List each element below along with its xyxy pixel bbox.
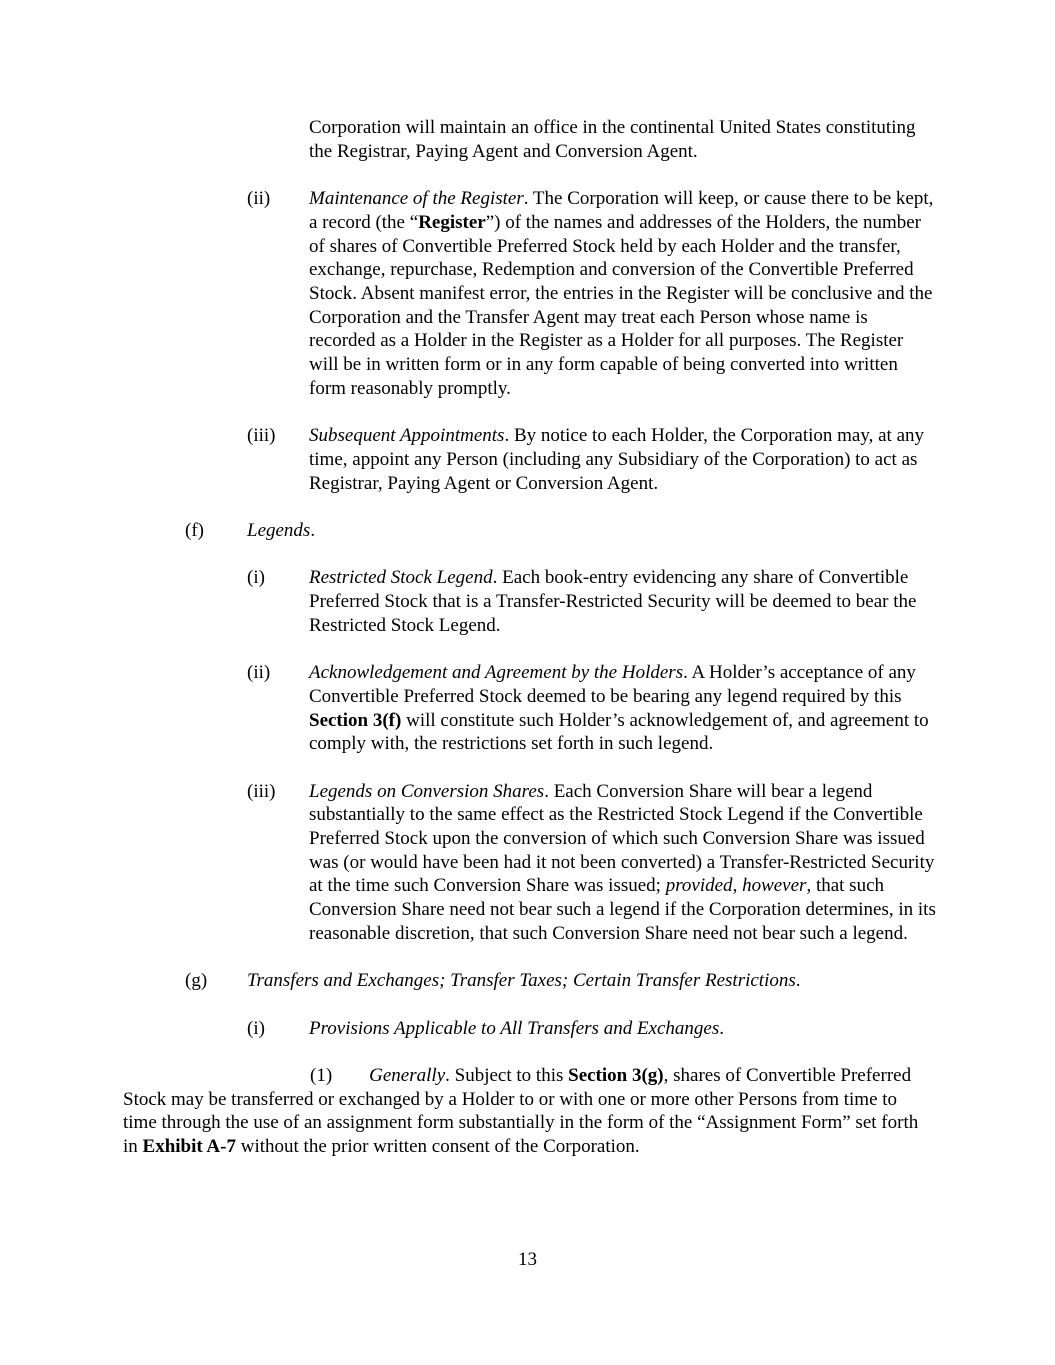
paragraph bbox=[247, 1017, 937, 1041]
text-segment: . Each Conversion Share will bear a legend substantially to the same effect as the Restricted Stock Legend if the Convertible Preferred Stock upon the conversion of which such Conversion Share was issued was (or would have been had it not been converted) a Transfer-Restricted Security at the time such Conversion Share was issued; bbox=[309, 780, 935, 897]
list-label: (iii) bbox=[247, 425, 276, 447]
paragraph bbox=[185, 969, 937, 993]
text-segment: Restricted Stock Legend bbox=[309, 567, 493, 589]
text-segment: . Subject to this bbox=[445, 1064, 569, 1086]
text-segment: without the prior written consent of the Corporation. bbox=[235, 1136, 640, 1158]
text-segment: Section 3(f) bbox=[309, 709, 402, 731]
text-segment: Acknowledgement and Agreement by the Holders bbox=[309, 662, 684, 684]
paragraph bbox=[247, 566, 937, 637]
text-segment: however bbox=[742, 875, 807, 897]
text-segment: Corporation will maintain an office in the continental United States constituting the Registrar, Paying Agent and Conversion Agent. bbox=[309, 117, 916, 162]
paragraph bbox=[185, 519, 937, 543]
text-segment: provided bbox=[665, 875, 733, 897]
text-segment: Section 3(g) bbox=[568, 1064, 664, 1086]
text-segment: , bbox=[732, 875, 743, 897]
text-segment: Generally bbox=[369, 1064, 446, 1086]
text-segment: . The Corporation will keep, or cause there to be kept, a record (the “ bbox=[309, 188, 934, 233]
text-segment: . bbox=[719, 1017, 724, 1039]
paragraph bbox=[247, 424, 937, 495]
text-segment: Provisions Applicable to All Transfers and Exchanges bbox=[309, 1017, 720, 1039]
text-segment: Maintenance of the Register bbox=[309, 188, 524, 210]
list-label: (ii) bbox=[247, 188, 271, 210]
text-segment: Legends on Conversion Shares bbox=[309, 780, 545, 802]
paragraph bbox=[247, 187, 937, 400]
text-segment: Transfers and Exchanges; Transfer Taxes; Certain Transfer Restrictions bbox=[247, 970, 796, 992]
text-segment: will constitute such Holder’s acknowledgement of, and agreement to comply with, the restrictions set forth in such legend. bbox=[309, 709, 929, 755]
text-segment: , that such Conversion Share need not bear such a legend if the Corporation determines, in its reasonable discretion, that such Conversion Share need not bear such a legend. bbox=[309, 875, 936, 944]
text-segment: . By notice to each Holder, the Corporation may, at any time, appoint any Person (including any Subsidiary of the Corporation) to act as Registrar, Paying Agent or Conversion Agent. bbox=[309, 425, 925, 494]
document-body bbox=[123, 116, 936, 1182]
list-label: (ii) bbox=[247, 662, 271, 684]
page-number: 13 bbox=[518, 1249, 537, 1270]
text-segment: Subsequent Appointments bbox=[309, 425, 505, 447]
paragraph bbox=[309, 116, 937, 163]
text-segment: . bbox=[310, 519, 316, 541]
text-segment: , shares of Convertible Preferred Stock may be transferred or exchanged by a Holder to or with one or more other Persons from time to time through the use of an assignment form substantially in the form of the “Assignment Form” set forth in bbox=[123, 1064, 919, 1158]
text-segment: ”) of the names and addresses of the Holders, the number of shares of Convertible Preferred Stock held by each Holder and the transfer, exchange, repurchase, Redemption and conversion of the Convertible Preferred Stock. Absent manifest error, the entries in the Register will be conclusive and the Corporation and the Transfer Agent may treat each Person whose name is recorded as a Holder in the Register as a Holder for all purposes. The Register will be in written form or in any form capable of being converted into written form reasonably promptly. bbox=[309, 211, 933, 399]
list-label: (i) bbox=[247, 567, 265, 589]
text-segment: Legends bbox=[247, 519, 311, 541]
text-segment: . Each book-entry evidencing any share of Convertible Preferred Stock that is a Transfer-Restricted Security will be deemed to bear the Restricted Stock Legend. bbox=[309, 567, 917, 636]
paragraph bbox=[247, 780, 937, 946]
list-label: (g) bbox=[185, 970, 208, 992]
text-segment: Exhibit A-7 bbox=[142, 1136, 236, 1158]
list-label: (1) bbox=[310, 1064, 333, 1086]
list-label: (iii) bbox=[247, 780, 276, 802]
paragraph bbox=[247, 661, 937, 756]
list-label: (i) bbox=[247, 1017, 265, 1039]
list-label: (f) bbox=[185, 519, 204, 541]
text-segment: . A Holder’s acceptance of any Convertible Preferred Stock deemed to be bearing any legend required by this bbox=[309, 662, 916, 707]
paragraph bbox=[123, 1064, 933, 1159]
text-segment: Register bbox=[418, 211, 486, 233]
text-segment: . bbox=[795, 970, 801, 992]
